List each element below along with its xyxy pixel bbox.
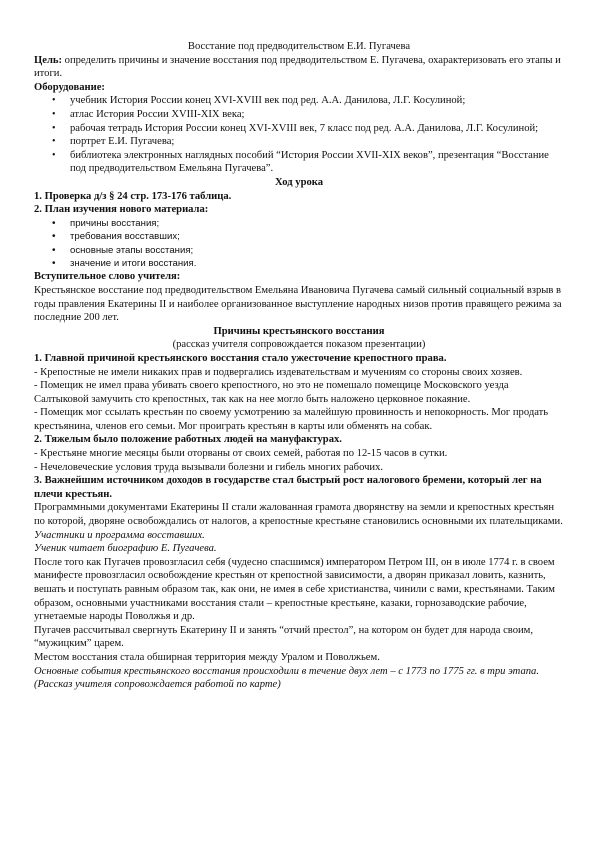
cause-line: - Помещик не имел права убивать своего крепостного, но это не помешало помещице Московского уезда Салтыковой замучить сто крепостных, так как на нее могло быть наложено церковное покаяние. — [34, 380, 509, 405]
list-item: • учебник История России конец XVI-XVIII век под ред. А.А. Данилова, Л.Г. Косулиной; — [34, 94, 564, 108]
causes-subheading: (рассказ учителя сопровождается показом презентации) — [172, 339, 426, 351]
step-2-label: 2. План изучения нового материала: — [34, 204, 209, 216]
student-reads-note: Ученик читает биографию Е. Пугачева. — [34, 543, 217, 555]
goal-text: определить причины и значение восстания под предводительством Е. Пугачева, охарактеризовать его этапы и итоги. — [34, 54, 561, 80]
lesson-heading: Ход урока — [274, 176, 324, 188]
list-item: • требования восставших; — [34, 230, 564, 243]
cause-line: - Крепостные не имели никаких прав и подвергались издевательствам и мучениям со стороны своих хозяев. — [34, 366, 523, 378]
participants-paragraph-4: Основные события крестьянского восстания происходили в течение двух лет – с 1773 по 1775 гг. в три этапа. (Рассказ учителя сопровождается работой по карте) — [34, 665, 539, 691]
cause-point-3: 3. Важнейшим источником доходов в государстве стал быстрый рост налогового бремени, который лег на плечи крестьян. — [34, 475, 542, 500]
participants-heading: Участники и программа восставших. — [34, 529, 205, 541]
cause-line: - Помещик мог ссылать крестьян по своему усмотрению за малейшую провинность и непокорность. Мог продать крестьянина, членов его семьи. Мог проиграть крестьян в карты или обменять на собак. — [34, 407, 549, 432]
list-item: • значение и итоги восстания. — [34, 257, 564, 270]
list-item: • основные этапы восстания; — [34, 244, 564, 257]
cause-line: - Крестьяне многие месяцы были оторваны от своих семей, работая по 12-15 часов в сутки. — [34, 448, 448, 460]
document-page — [34, 40, 564, 692]
intro-label: Вступительное слово учителя: — [34, 271, 181, 283]
list-item: • библиотека электронных наглядных пособий “История России XVII-XIX веков”, презентация “Восстание под предводительством Емельяна Пугачева”. — [34, 149, 564, 176]
step-1: 1. Проверка д/з § 24 стр. 173-176 таблица. — [34, 190, 232, 202]
participants-paragraph-1: После того как Пугачев провозгласил себя (чудесно спасшимся) императором Петром III, он в июле 1774 г. в своем манифесте провозгласил освобождение крестьян от крепостной зависимости, а дворян приказал ловить, казнить, вешать и поступать равным образом так, как они, не имея в себе христианства, чинили с вами, крестьянами. Таким образом, основными участниками восстания стали – крепостные крестьяне, казаки, горнозаводские рабочие, угнетаемые народы Поволжья и др. — [34, 556, 555, 623]
list-item: • портрет Е.И. Пугачева; — [34, 135, 564, 149]
goal-paragraph — [34, 54, 564, 81]
equipment-label: Оборудование: — [34, 81, 105, 93]
cause-line: - Нечеловеческие условия труда вызывали болезни и гибель многих рабочих. — [34, 461, 384, 473]
list-item: • атлас История России XVIII-XIX века; — [34, 108, 564, 122]
equipment-list — [34, 94, 564, 176]
cause-point-3-text: Программными документами Екатерины II стали жалованная грамота дворянству на земли и крепостных крестьян по которой, дворяне освобождались от налогов, а крепостные крестьяне становились основными их плательщиками. — [34, 502, 563, 528]
list-item: • причины восстания; — [34, 217, 564, 230]
participants-paragraph-3: Местом восстания стала обширная территория между Уралом и Поволжьем. — [34, 651, 380, 663]
cause-point-2: 2. Тяжелым было положение работных людей на мануфактурах. — [34, 434, 342, 446]
goal-label: Цель: — [34, 54, 63, 66]
plan-list — [34, 217, 564, 271]
list-item: • рабочая тетрадь История России конец XVI-XVIII век, 7 класс под ред. А.А. Данилова, Л.Г. Косулиной; — [34, 122, 564, 136]
intro-text: Крестьянское восстание под предводительством Емельяна Ивановича Пугачева самый сильный социальный взрыв в годы правления Екатерины II и наиболее организованное выступление народных низов против правящего режима за последние 200 лет. — [34, 284, 562, 324]
participants-paragraph-2: Пугачев рассчитывал свергнуть Екатерину II и занять “отчий престол”, на котором он будет для народа своим, “мужицким” царем. — [34, 624, 534, 650]
causes-heading: Причины крестьянского восстания — [213, 325, 385, 337]
cause-point-1: 1. Главной причиной крестьянского восстания стало ужесточение крепостного права. — [34, 352, 447, 364]
document-title: Восстание под предводительством Е.И. Пугачева — [187, 41, 411, 52]
